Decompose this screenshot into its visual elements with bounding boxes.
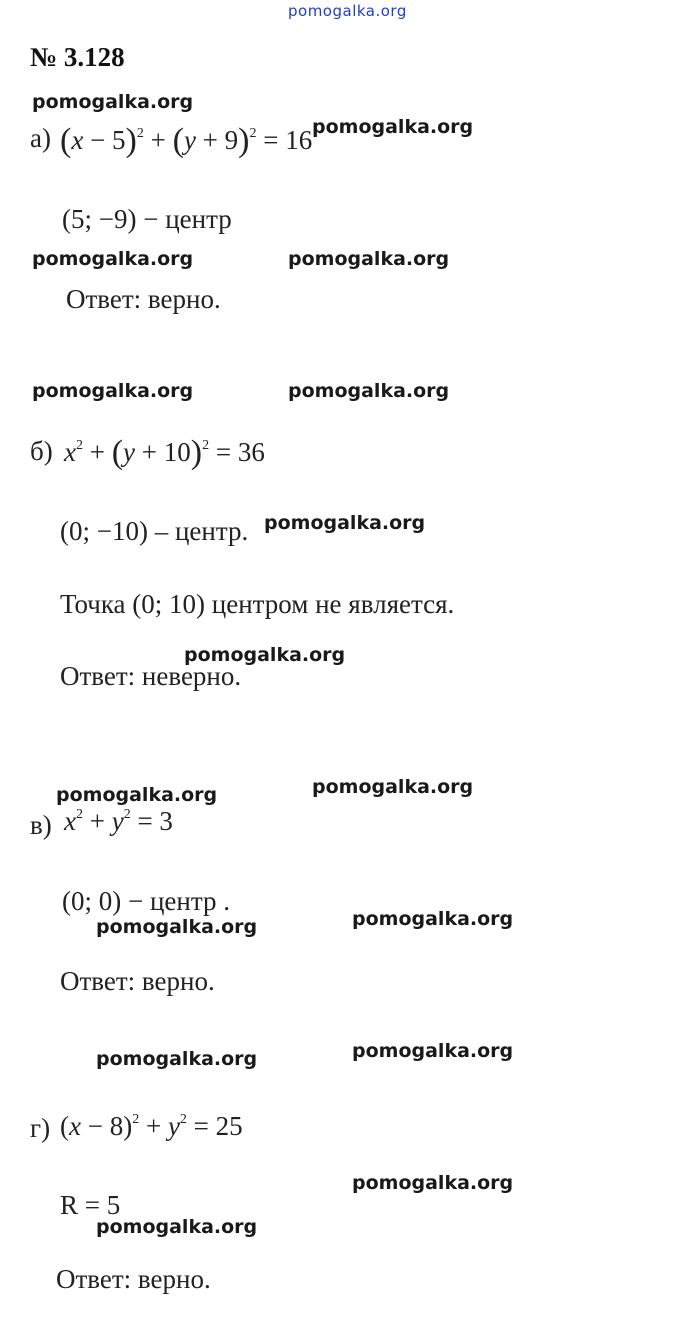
part-d-answer: Ответ: верно.	[56, 1264, 211, 1294]
watermark: pomogalka.org	[56, 784, 218, 806]
site-header-link[interactable]: pomogalka.org	[288, 2, 407, 20]
watermark: pomogalka.org	[312, 116, 474, 138]
watermark: pomogalka.org	[352, 908, 514, 930]
watermark: pomogalka.org	[32, 380, 194, 402]
part-b-equation: $x^2 + (y + 10)^2 = 36$	[64, 434, 265, 471]
part-c-equation: $x^2 + y^2 = 3$	[64, 806, 173, 836]
watermark: pomogalka.org	[288, 380, 450, 402]
watermark: pomogalka.org	[96, 1048, 258, 1070]
part-b-note: Точка (0; 10) центром не является.	[60, 589, 455, 619]
part-c-center: (0; 0) − центр .	[62, 886, 230, 916]
part-b-label: б)	[30, 436, 53, 466]
watermark: pomogalka.org	[96, 1216, 258, 1238]
watermark: pomogalka.org	[32, 91, 194, 113]
watermark: pomogalka.org	[264, 512, 426, 534]
part-a-label: а)	[30, 123, 51, 153]
part-b-center: (0; −10) – центр.	[60, 516, 249, 546]
part-a-answer: Ответ: верно.	[66, 284, 221, 314]
watermark: pomogalka.org	[352, 1040, 514, 1062]
watermark: pomogalka.org	[32, 248, 194, 270]
part-c-answer: Ответ: верно.	[60, 966, 215, 996]
part-d-radius: R = 5	[60, 1190, 121, 1220]
watermark: pomogalka.org	[288, 248, 450, 270]
part-c-label: в)	[30, 810, 52, 840]
watermark: pomogalka.org	[96, 916, 258, 938]
part-a-equation: $(x - 5)^2 + (y + 9)^2 = 16$	[60, 122, 313, 159]
part-d-label: г)	[30, 1113, 51, 1143]
problem-number: № 3.128	[30, 42, 125, 72]
watermark: pomogalka.org	[312, 776, 474, 798]
part-d-equation: $(x - 8)^2 + y^2 = 25$	[60, 1111, 243, 1141]
part-a-center: (5; −9) − центр	[62, 204, 232, 234]
watermark: pomogalka.org	[184, 644, 346, 666]
watermark: pomogalka.org	[352, 1172, 514, 1194]
part-b-answer: Ответ: неверно.	[60, 661, 242, 691]
